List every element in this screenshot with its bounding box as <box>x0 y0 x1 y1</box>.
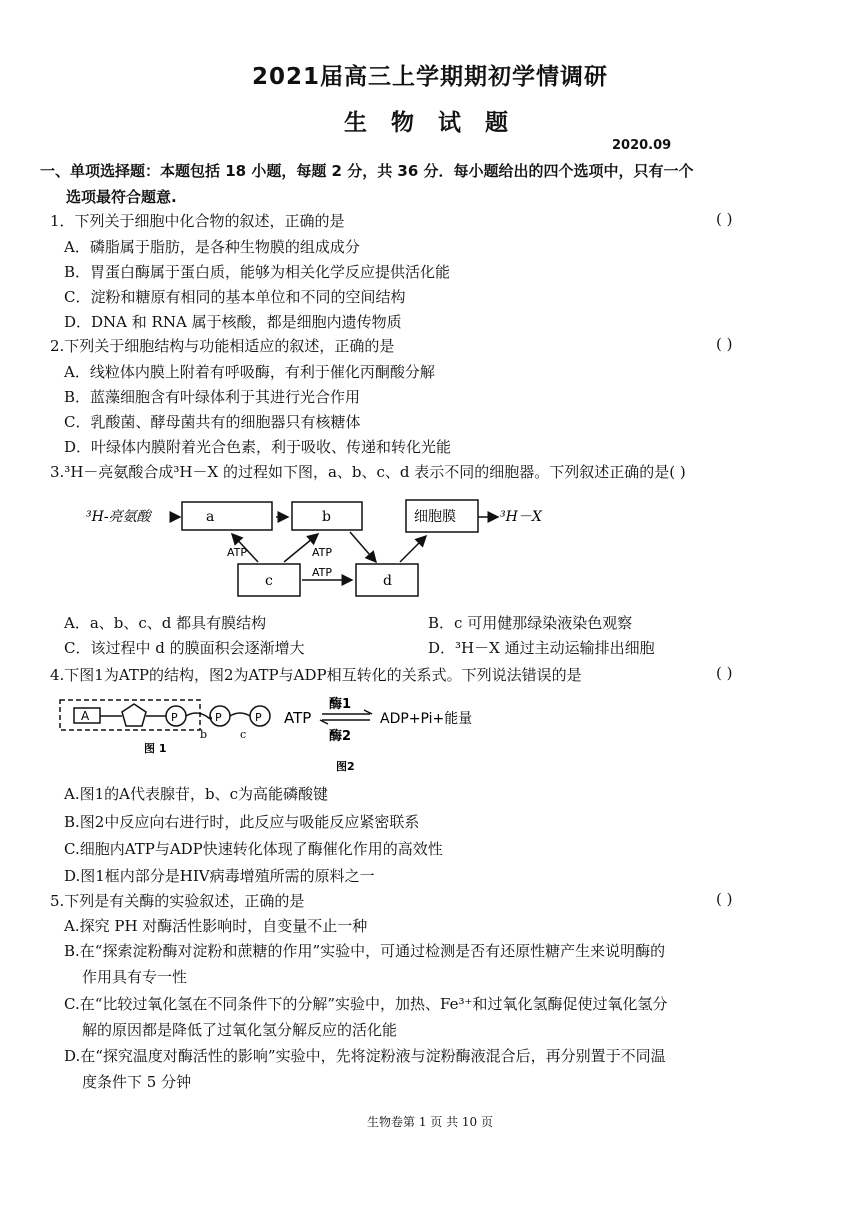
question-1-option-c: C．淀粉和糖原有相同的基本单位和不同的空间结构 <box>64 288 406 306</box>
box-cell-membrane-label: 细胞膜 <box>414 509 456 525</box>
question-5-option-b-cont: 作用具有专一性 <box>82 968 188 986</box>
question-3-option-d: D．³H－X 通过主动运输排出细胞 <box>428 639 655 657</box>
fig1-bond-c-label: c <box>240 728 247 741</box>
question-4-answer-blank[interactable]: ( ) <box>716 664 733 682</box>
box-b-label: b <box>322 509 331 525</box>
fig1-caption: 图 1 <box>144 742 167 755</box>
question-4-option-a: A.图1的A代表腺苷，b、c为高能磷酸键 <box>64 785 328 803</box>
section-heading-cont: 选项最符合题意. <box>66 188 177 206</box>
question-5-answer-blank[interactable]: ( ) <box>716 890 733 908</box>
page-footer: 生物卷第 1 页 共 10 页 <box>367 1115 493 1129</box>
question-4-option-c: C.细胞内ATP与ADP快速转化体现了酶催化作用的高效性 <box>64 840 443 858</box>
box-a <box>182 502 272 530</box>
question-2-option-d: D．叶绿体内膜附着光合色素，利于吸收、传递和转化光能 <box>64 438 452 456</box>
question-1-answer-blank[interactable]: ( ) <box>716 210 733 228</box>
question-1-stem: 1．下列关于细胞中化合物的叙述，正确的是 <box>50 212 345 230</box>
fig1-phosphate-1-label: P <box>171 711 178 724</box>
organelle-pathway-diagram <box>80 490 580 600</box>
fig2-caption: 图2 <box>336 760 355 773</box>
fig1-high-energy-bond-c <box>230 713 250 716</box>
question-4-option-d: D.图1框内部分是HIV病毒增殖所需的原料之一 <box>64 867 375 885</box>
atp-label-c-to-d: ATP <box>312 566 333 579</box>
question-5-stem: 5.下列是有关酶的实验叙述，正确的是 <box>50 892 305 910</box>
fig1-phosphate-3-label: P <box>255 711 262 724</box>
question-2-option-a: A．线粒体内膜上附着有呼吸酶，有利于催化丙酮酸分解 <box>64 363 435 381</box>
fig1-high-energy-bond-b <box>186 713 211 719</box>
fig1-adenine-label: A <box>81 709 90 723</box>
question-1-option-d: D．DNA 和 RNA 属于核酸，都是细胞内遗传物质 <box>64 313 402 331</box>
fig2-atp-label: ATP <box>284 709 312 727</box>
atp-label-c-to-b: ATP <box>312 546 333 559</box>
question-2-stem: 2.下列关于细胞结构与功能相适应的叙述，正确的是 <box>50 337 395 355</box>
question-5-option-d-cont: 度条件下 5 分钟 <box>82 1073 192 1091</box>
box-d-label: d <box>383 573 392 589</box>
box-c-label: c <box>265 573 273 589</box>
box-a-label: a <box>206 509 215 525</box>
question-4-option-b: B.图2中反应向右进行时，此反应与吸能反应紧密联系 <box>64 813 420 831</box>
fig1-bond-b-label: b <box>200 728 208 741</box>
question-3-stem: 3.³H－亮氨酸合成³H－X 的过程如下图，a、b、c、d 表示不同的细胞器。下列叙述正确的是( ) <box>50 463 686 481</box>
fig1-ribose-pentagon <box>122 704 146 726</box>
fig2-enzyme1-label: 酶1 <box>329 697 352 712</box>
section-heading: 一、单项选择题：本题包括 18 小题，每题 2 分，共 36 分．每小题给出的四个选项中，只有一个 <box>40 162 694 180</box>
question-4-stem: 4.下图1为ATP的结构，图2为ATP与ADP相互转化的关系式。下列说法错误的是 <box>50 666 582 684</box>
arrow-d-to-membrane <box>400 536 426 562</box>
question-3-option-b: B．c 可用健那绿染液染色观察 <box>428 614 633 632</box>
fig2-enzyme2-label: 酶2 <box>329 729 352 744</box>
atp-structure-diagram <box>58 690 498 780</box>
page-subtitle: 生 物 试 题 <box>343 110 517 136</box>
exam-date: 2020.09 <box>612 138 672 153</box>
diagram-input-label: ³H-亮氨酸 <box>86 509 151 525</box>
question-3-option-a: A．a、b、c、d 都具有膜结构 <box>64 614 267 632</box>
arrow-b-to-d <box>350 532 376 562</box>
page-title: 2021届高三上学期期初学情调研 <box>251 64 608 90</box>
atp-label-c-to-a: ATP <box>227 546 248 559</box>
question-2-option-b: B．蓝藻细胞含有叶绿体利于其进行光合作用 <box>64 388 361 406</box>
question-5-option-d: D.在“探究温度对酶活性的影响”实验中，先将淀粉液与淀粉酶液混合后，再分别置于不同温 <box>64 1047 666 1065</box>
question-1-option-a: A．磷脂属于脂肪，是各种生物膜的组成成分 <box>64 238 360 256</box>
fig2-products-label: ADP+Pi+能量 <box>380 711 473 727</box>
question-1-option-b: B．胃蛋白酶属于蛋白质，能够为相关化学反应提供活化能 <box>64 263 451 281</box>
question-2-option-c: C．乳酸菌、酵母菌共有的细胞器只有核糖体 <box>64 413 361 431</box>
diagram-output-label: ³H－X <box>500 509 542 525</box>
question-5-option-c-cont: 解的原因都是降低了过氧化氢分解反应的活化能 <box>82 1021 398 1039</box>
question-5-option-b: B.在“探索淀粉酶对淀粉和蔗糖的作用”实验中，可通过检测是否有还原性糖产生来说明酶的 <box>64 942 666 960</box>
fig1-phosphate-2-label: P <box>215 711 222 724</box>
question-3-option-c: C．该过程中 d 的膜面积会逐渐增大 <box>64 639 305 657</box>
question-2-answer-blank[interactable]: ( ) <box>716 335 733 353</box>
question-5-option-c: C.在“比较过氧化氢在不同条件下的分解”实验中，加热、Fe³⁺和过氧化氢酶促使过氧化氢分 <box>64 995 668 1013</box>
question-5-option-a: A.探究 PH 对酶活性影响时，自变量不止一种 <box>64 917 368 935</box>
